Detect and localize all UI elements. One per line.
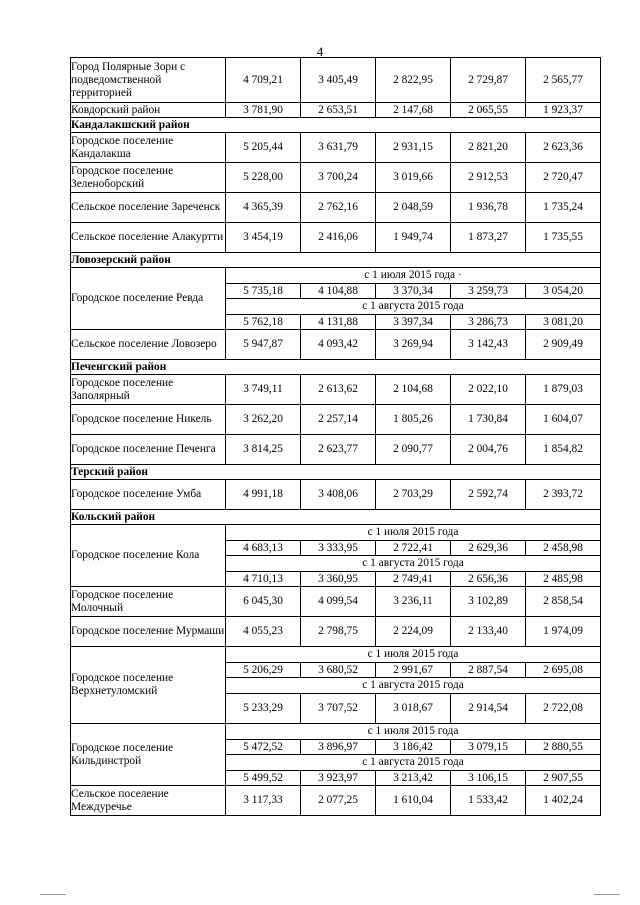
value-cell: 2 623,77 <box>301 435 376 465</box>
row-name: Городское поселение Мурмаши <box>71 617 226 647</box>
value-cell: 2 090,77 <box>376 435 451 465</box>
value-cell: 5 735,18 <box>226 284 301 299</box>
value-cell: 2 485,98 <box>526 572 601 587</box>
value-cell: 3 896,97 <box>301 740 376 755</box>
value-cell: 4 131,88 <box>301 315 376 330</box>
district-row <box>71 465 601 480</box>
value-cell: 3 408,06 <box>301 480 376 510</box>
value-cell: 2 224,09 <box>376 617 451 647</box>
value-cell: 3 370,34 <box>376 284 451 299</box>
value-cell: 2 914,54 <box>451 694 526 724</box>
value-cell: 1 604,07 <box>526 405 601 435</box>
footer-rule-right <box>594 894 620 895</box>
value-cell: 3 018,67 <box>376 694 451 724</box>
table-row <box>71 587 601 617</box>
value-cell: 4 365,39 <box>226 193 301 223</box>
value-cell: 2 656,36 <box>451 572 526 587</box>
value-cell: 2 695,08 <box>526 663 601 678</box>
value-cell: 3 213,42 <box>376 771 451 786</box>
value-cell: 3 102,89 <box>451 587 526 617</box>
value-cell: 3 269,94 <box>376 330 451 360</box>
row-name: Городское поселение Кандалакша <box>71 133 226 163</box>
value-cell: 4 709,21 <box>226 58 301 103</box>
value-cell: 3 923,97 <box>301 771 376 786</box>
district-heading: Кольский район <box>71 510 601 525</box>
value-cell: 4 710,13 <box>226 572 301 587</box>
row-name: Городское поселение Зеленоборский <box>71 163 226 193</box>
table-row <box>71 617 601 647</box>
period-label: с 1 августа 2015 года <box>226 678 601 694</box>
value-cell: 6 045,30 <box>226 587 301 617</box>
value-cell: 2 458,98 <box>526 541 601 556</box>
value-cell: 2 762,16 <box>301 193 376 223</box>
value-cell: 2 909,49 <box>526 330 601 360</box>
value-cell: 3 236,11 <box>376 587 451 617</box>
district-heading: Печенгский район <box>71 360 601 375</box>
value-cell: 3 106,15 <box>451 771 526 786</box>
value-cell: 2 629,36 <box>451 541 526 556</box>
value-cell: 5 206,29 <box>226 663 301 678</box>
value-cell: 2 931,15 <box>376 133 451 163</box>
district-row <box>71 360 601 375</box>
value-cell: 2 653,51 <box>301 103 376 118</box>
value-cell: 1 949,74 <box>376 223 451 253</box>
value-cell: 5 205,44 <box>226 133 301 163</box>
row-name: Ковдорский район <box>71 103 226 118</box>
district-heading: Кандалакшский район <box>71 118 601 133</box>
value-cell: 3 081,20 <box>526 315 601 330</box>
value-cell: 1 974,09 <box>526 617 601 647</box>
value-cell: 2 858,54 <box>526 587 601 617</box>
row-name: Сельское поселение Зареченск <box>71 193 226 223</box>
value-cell: 2 991,67 <box>376 663 451 678</box>
value-cell: 3 360,95 <box>301 572 376 587</box>
value-cell: 3 259,73 <box>451 284 526 299</box>
table-row <box>71 405 601 435</box>
value-cell: 1 402,24 <box>526 786 601 816</box>
period-label: с 1 августа 2015 года <box>226 556 601 572</box>
value-cell: 2 798,75 <box>301 617 376 647</box>
value-cell: 4 099,54 <box>301 587 376 617</box>
value-cell: 5 499,52 <box>226 771 301 786</box>
value-cell: 3 019,66 <box>376 163 451 193</box>
value-cell: 2 592,74 <box>451 480 526 510</box>
value-cell: 2 004,76 <box>451 435 526 465</box>
value-cell: 2 720,47 <box>526 163 601 193</box>
value-cell: 2 104,68 <box>376 375 451 405</box>
value-cell: 1 735,24 <box>526 193 601 223</box>
district-row <box>71 253 601 268</box>
value-cell: 2 623,36 <box>526 133 601 163</box>
row-name: Сельское поселение Ловозеро <box>71 330 226 360</box>
value-cell: 4 093,42 <box>301 330 376 360</box>
row-name: Городское поселение Никель <box>71 405 226 435</box>
row-name: Городское поселение Умба <box>71 480 226 510</box>
row-name: Городское поселение Молочный <box>71 587 226 617</box>
table-row <box>71 330 601 360</box>
value-cell: 2 749,41 <box>376 572 451 587</box>
period-label: с 1 июля 2015 года <box>226 525 601 541</box>
value-cell: 2 065,55 <box>451 103 526 118</box>
value-cell: 2 393,72 <box>526 480 601 510</box>
row-name: Город Полярные Зори с подведомственной территорией <box>71 58 226 103</box>
period-label: с 1 августа 2015 года <box>226 755 601 771</box>
value-cell: 2 729,87 <box>451 58 526 103</box>
table-row <box>71 375 601 405</box>
value-cell: 1 735,55 <box>526 223 601 253</box>
value-cell: 3 814,25 <box>226 435 301 465</box>
value-cell: 2 257,14 <box>301 405 376 435</box>
row-name: Городское поселение Заполярный <box>71 375 226 405</box>
value-cell: 3 262,20 <box>226 405 301 435</box>
value-cell: 2 565,77 <box>526 58 601 103</box>
row-name: Городское поселение Верхнетуломский <box>71 647 226 724</box>
value-cell: 2 048,59 <box>376 193 451 223</box>
value-cell: 4 991,18 <box>226 480 301 510</box>
value-cell: 2 077,25 <box>301 786 376 816</box>
value-cell: 1 854,82 <box>526 435 601 465</box>
tariff-table <box>70 57 601 816</box>
district-row <box>71 118 601 133</box>
value-cell: 4 055,23 <box>226 617 301 647</box>
value-cell: 1 610,04 <box>376 786 451 816</box>
value-cell: 3 333,95 <box>301 541 376 556</box>
value-cell: 5 233,29 <box>226 694 301 724</box>
value-cell: 3 079,15 <box>451 740 526 755</box>
value-cell: 2 416,06 <box>301 223 376 253</box>
value-cell: 2 133,40 <box>451 617 526 647</box>
table-row <box>71 786 601 816</box>
district-heading: Терский район <box>71 465 601 480</box>
period-label: с 1 июля 2015 года <box>226 647 601 663</box>
value-cell: 3 397,34 <box>376 315 451 330</box>
value-cell: 5 947,87 <box>226 330 301 360</box>
table-row <box>71 193 601 223</box>
value-cell: 2 912,53 <box>451 163 526 193</box>
value-cell: 1 533,42 <box>451 786 526 816</box>
value-cell: 2 822,95 <box>376 58 451 103</box>
value-cell: 2 722,08 <box>526 694 601 724</box>
value-cell: 3 700,24 <box>301 163 376 193</box>
period-row <box>71 268 601 284</box>
footer-rule-left <box>40 894 66 895</box>
period-label: с 1 августа 2015 года <box>226 299 601 315</box>
table-row <box>71 133 601 163</box>
value-cell: 1 936,78 <box>451 193 526 223</box>
table-row <box>71 480 601 510</box>
value-cell: 1 879,03 <box>526 375 601 405</box>
period-row <box>71 724 601 740</box>
value-cell: 3 054,20 <box>526 284 601 299</box>
value-cell: 3 707,52 <box>301 694 376 724</box>
table-row <box>71 163 601 193</box>
value-cell: 4 683,13 <box>226 541 301 556</box>
value-cell: 3 186,42 <box>376 740 451 755</box>
period-row <box>71 647 601 663</box>
value-cell: 4 104,88 <box>301 284 376 299</box>
table-row <box>71 103 601 118</box>
table-row <box>71 435 601 465</box>
value-cell: 3 405,49 <box>301 58 376 103</box>
value-cell: 5 472,52 <box>226 740 301 755</box>
value-cell: 3 781,90 <box>226 103 301 118</box>
table-row <box>71 223 601 253</box>
row-name: Городское поселение Ревда <box>71 268 226 330</box>
value-cell: 3 286,73 <box>451 315 526 330</box>
value-cell: 2 722,41 <box>376 541 451 556</box>
value-cell: 5 228,00 <box>226 163 301 193</box>
table-row <box>71 58 601 103</box>
period-row <box>71 525 601 541</box>
value-cell: 1 805,26 <box>376 405 451 435</box>
value-cell: 2 022,10 <box>451 375 526 405</box>
value-cell: 2 887,54 <box>451 663 526 678</box>
value-cell: 3 117,33 <box>226 786 301 816</box>
value-cell: 2 821,20 <box>451 133 526 163</box>
value-cell: 5 762,18 <box>226 315 301 330</box>
value-cell: 1 873,27 <box>451 223 526 253</box>
value-cell: 2 907,55 <box>526 771 601 786</box>
value-cell: 1 730,84 <box>451 405 526 435</box>
page-number: 4 <box>316 44 324 59</box>
value-cell: 3 454,19 <box>226 223 301 253</box>
value-cell: 3 749,11 <box>226 375 301 405</box>
row-name: Городское поселение Кильдинстрой <box>71 724 226 786</box>
value-cell: 1 923,37 <box>526 103 601 118</box>
district-heading: Ловозерский район <box>71 253 601 268</box>
value-cell: 3 142,43 <box>451 330 526 360</box>
value-cell: 2 880,55 <box>526 740 601 755</box>
value-cell: 2 147,68 <box>376 103 451 118</box>
value-cell: 2 613,62 <box>301 375 376 405</box>
row-name: Сельское поселение Алакуртти <box>71 223 226 253</box>
row-name: Сельское поселение Междуречье <box>71 786 226 816</box>
district-row <box>71 510 601 525</box>
period-label: с 1 июля 2015 года · <box>226 268 601 284</box>
row-name: Городское поселение Кола <box>71 525 226 587</box>
value-cell: 3 680,52 <box>301 663 376 678</box>
value-cell: 2 703,29 <box>376 480 451 510</box>
value-cell: 3 631,79 <box>301 133 376 163</box>
row-name: Городское поселение Печенга <box>71 435 226 465</box>
period-label: с 1 июля 2015 года <box>226 724 601 740</box>
